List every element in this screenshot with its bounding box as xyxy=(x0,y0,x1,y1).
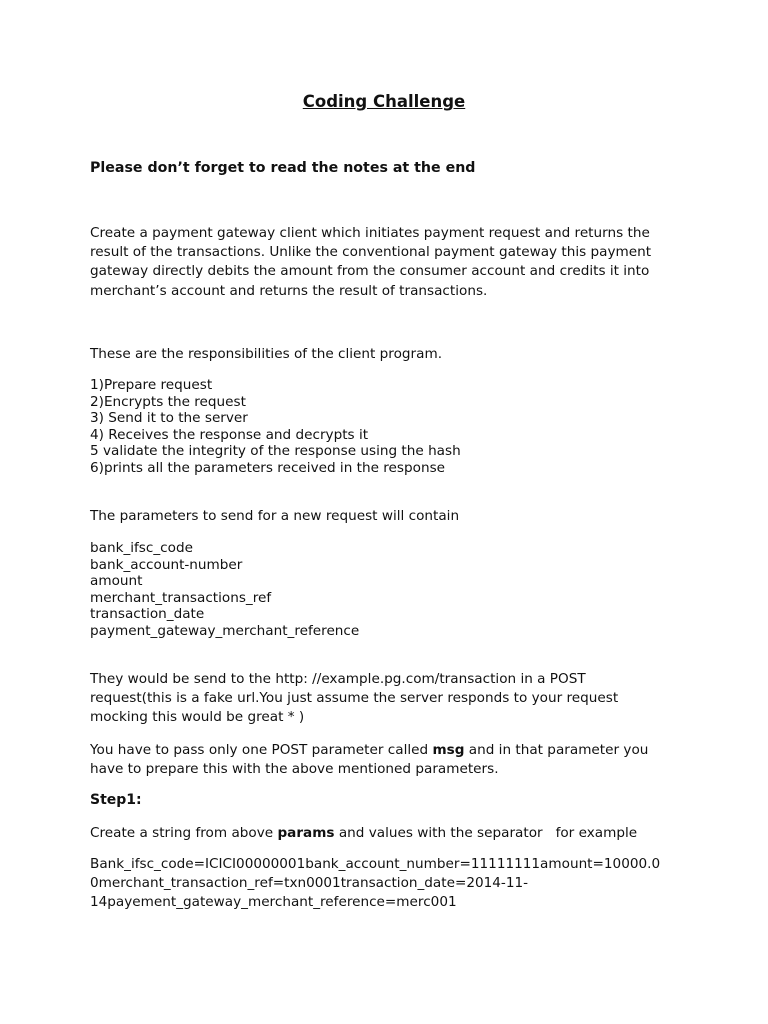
post-param-line: have to prepare this with the above mentioned parameters. xyxy=(90,761,499,778)
list-item: bank_account-number xyxy=(90,556,243,573)
list-item: payment_gateway_merchant_reference xyxy=(90,622,360,639)
step1-text-part: Create a string from above xyxy=(90,825,278,841)
list-item: bank_ifsc_code xyxy=(90,540,193,556)
example-line: Bank_ifsc_code=ICICI00000001bank_account_number=11111111amount=10000.0 xyxy=(90,856,661,872)
post-param-paragraph xyxy=(90,741,648,779)
list-item: amount xyxy=(90,573,143,590)
document-page xyxy=(90,0,690,1024)
example-line: 14payement_gateway_merchant_reference=merc001 xyxy=(90,894,457,911)
responsibilities-list xyxy=(90,377,461,477)
list-item: 6)prints all the parameters received in the response xyxy=(90,459,446,476)
params-keyword: params xyxy=(277,825,335,841)
step1-text-part: and values with the separator for example xyxy=(334,825,638,841)
list-item: transaction_date xyxy=(90,606,205,623)
document-title: Coding Challenge xyxy=(302,92,466,111)
list-item: 2)Encrypts the request xyxy=(90,393,246,410)
params-list xyxy=(90,540,359,640)
example-line: 0merchant_transaction_ref=txn0001transaction_date=2014-11- xyxy=(90,875,529,892)
msg-keyword: msg xyxy=(432,742,465,758)
list-item: 5 validate the integrity of the response using the hash xyxy=(90,443,461,460)
intro-line: Create a payment gateway client which initiates payment request and returns the xyxy=(90,225,650,241)
step1-text xyxy=(90,824,637,843)
list-item: merchant_transactions_ref xyxy=(90,589,272,606)
intro-line: gateway directly debits the amount from the consumer account and credits it into xyxy=(90,263,650,280)
endpoint-line: mocking this would be great * ) xyxy=(90,709,305,726)
post-param-line xyxy=(90,741,648,760)
post-param-text: and in that parameter you xyxy=(464,742,649,758)
endpoint-line: They would be send to the http: //example.pg.com/transaction in a POST xyxy=(90,671,586,687)
params-heading: The parameters to send for a new request will contain xyxy=(90,508,460,524)
intro-line: merchant’s account and returns the result of transactions. xyxy=(90,282,488,299)
list-item: 3) Send it to the server xyxy=(90,410,248,427)
list-item: 1)Prepare request xyxy=(90,377,213,393)
example-string xyxy=(90,855,660,913)
endpoint-line: request(this is a fake url.You just assume the server responds to your request xyxy=(90,690,619,707)
post-param-text: You have to pass only one POST parameter called xyxy=(90,742,433,758)
intro-line: result of the transactions. Unlike the conventional payment gateway this payment xyxy=(90,244,652,261)
list-item: 4) Receives the response and decrypts it xyxy=(90,426,369,443)
responsibilities-heading: These are the responsibilities of the client program. xyxy=(90,346,443,362)
endpoint-paragraph xyxy=(90,670,618,728)
intro-paragraph xyxy=(90,224,651,301)
notes-notice: Please don’t forget to read the notes at the end xyxy=(90,160,476,176)
step1-heading: Step1: xyxy=(90,792,142,808)
